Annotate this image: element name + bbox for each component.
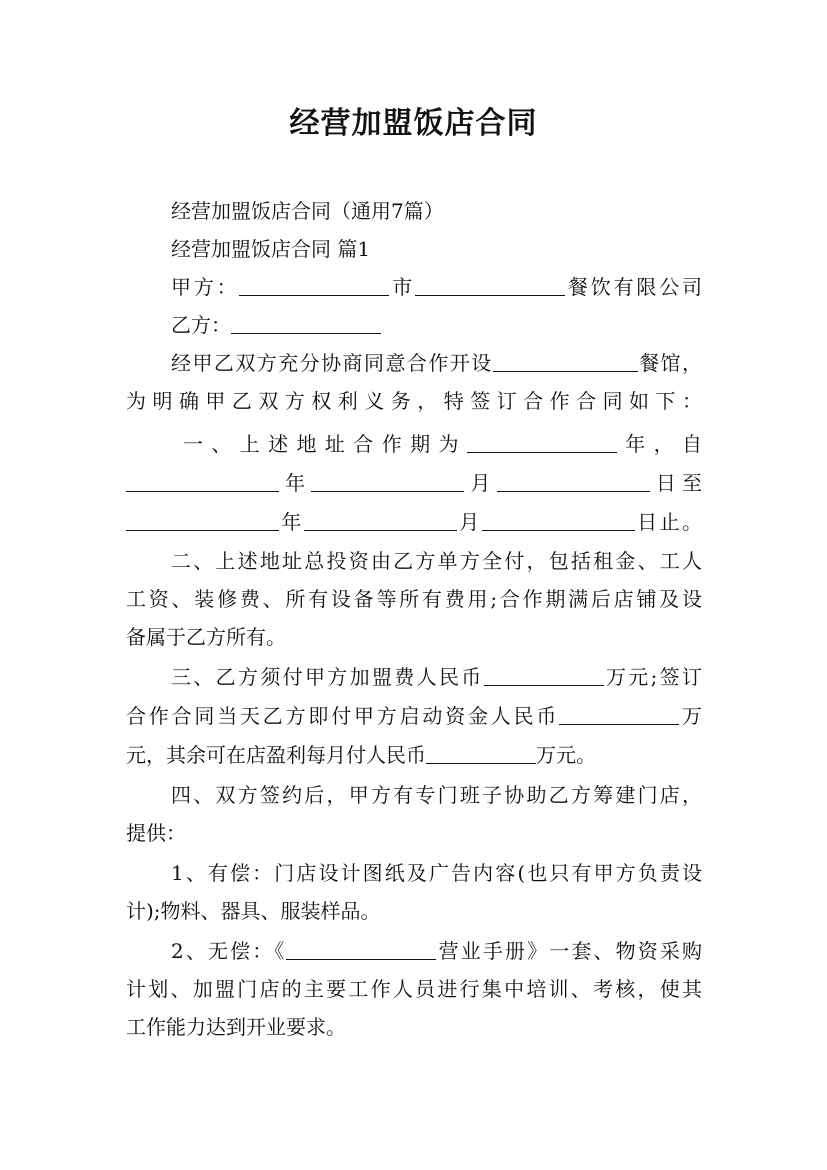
clause-3-line-1 <box>171 658 702 696</box>
clause-4-line-2: 提供： <box>126 821 186 845</box>
party-b-label: 乙方： <box>171 313 231 337</box>
clause-3-line-2 <box>126 697 702 735</box>
clause-1-line-1 <box>183 425 702 463</box>
clause-text: 日止。 <box>634 510 703 534</box>
clause-text: 营业手册》一套、物资采购 <box>436 939 702 963</box>
clause-text: 合作合同当天乙方即付甲方启动资金人民币 <box>126 704 560 728</box>
clause-1-line-3 <box>126 503 702 541</box>
clause-text: 自 <box>682 432 703 456</box>
blank-field <box>415 275 565 296</box>
blank-field <box>482 510 635 531</box>
blank-field <box>231 313 381 334</box>
party-a-city-suffix: 市 <box>389 275 416 299</box>
blank-field <box>126 510 279 531</box>
clause-text: 年 <box>279 471 312 495</box>
blank-field <box>304 510 457 531</box>
clause-text: 年， <box>616 432 683 456</box>
clause-text: 月 <box>464 471 497 495</box>
part-heading: 经营加盟饭店合同 篇1 <box>171 237 371 261</box>
clause-text: 日至 <box>649 471 703 495</box>
item-2-line-1 <box>171 932 702 970</box>
clause-4-line-1: 四、双方签约后，甲方有专门班子协助乙方筹建门店， <box>171 783 702 807</box>
blank-field <box>286 939 436 960</box>
document-subtitle: 经营加盟饭店合同（通用7篇） <box>171 199 444 223</box>
clause-text: 2、无偿：《 <box>171 939 287 963</box>
intro-text: 餐馆， <box>637 351 703 375</box>
blank-field <box>126 471 279 492</box>
clause-2-line-3: 备属于乙方所有。 <box>126 625 286 649</box>
intro-line-2: 为明确甲乙双方权利义务，特签订合作合同如下： <box>126 389 702 413</box>
blank-field <box>426 743 536 764</box>
party-b-line <box>171 306 702 344</box>
clause-2-line-1: 二、上述地址总投资由乙方单方全付，包括租金、工人 <box>171 549 702 573</box>
clause-2-line-2: 工资、装修费、所有设备等所有费用;合作期满后店铺及设 <box>126 587 702 611</box>
blank-field <box>493 351 638 372</box>
item-1-line-1: 1、有偿：门店设计图纸及广告内容(也只有甲方负责设 <box>171 861 702 885</box>
clause-text: 万元。 <box>536 743 596 767</box>
blank-field <box>311 471 464 492</box>
clause-text: 一、上述地址合作期为 <box>183 432 467 456</box>
intro-line-1 <box>171 344 702 382</box>
party-a-label: 甲方： <box>171 275 240 299</box>
intro-text: 经甲乙双方充分协商同意合作开设 <box>171 351 493 375</box>
blank-field <box>484 665 604 686</box>
blank-field <box>497 471 650 492</box>
item-2-line-3: 工作能力达到开业要求。 <box>126 1015 346 1039</box>
clause-text: 元，其余可在店盈利每月付人民币 <box>126 743 426 767</box>
party-a-line <box>171 268 702 306</box>
party-a-company-suffix: 餐饮有限公司 <box>565 275 703 299</box>
clause-3-line-3 <box>126 736 702 774</box>
item-2-line-2: 计划、加盟门店的主要工作人员进行集中培训、考核，使其 <box>126 977 702 1001</box>
document-title: 经营加盟饭店合同 <box>289 106 538 141</box>
clause-text: 三、乙方须付甲方加盟费人民币 <box>171 665 484 689</box>
clause-1-line-2 <box>126 464 702 502</box>
blank-field <box>467 432 617 453</box>
clause-text: 月 <box>456 510 482 534</box>
item-1-line-2: 计);物料、器具、服装样品。 <box>126 899 381 923</box>
clause-text: 年 <box>279 510 304 534</box>
blank-field <box>239 275 389 296</box>
clause-text: 万 <box>679 704 703 728</box>
blank-field <box>559 704 679 725</box>
clause-text: 万元;签订 <box>603 665 702 689</box>
